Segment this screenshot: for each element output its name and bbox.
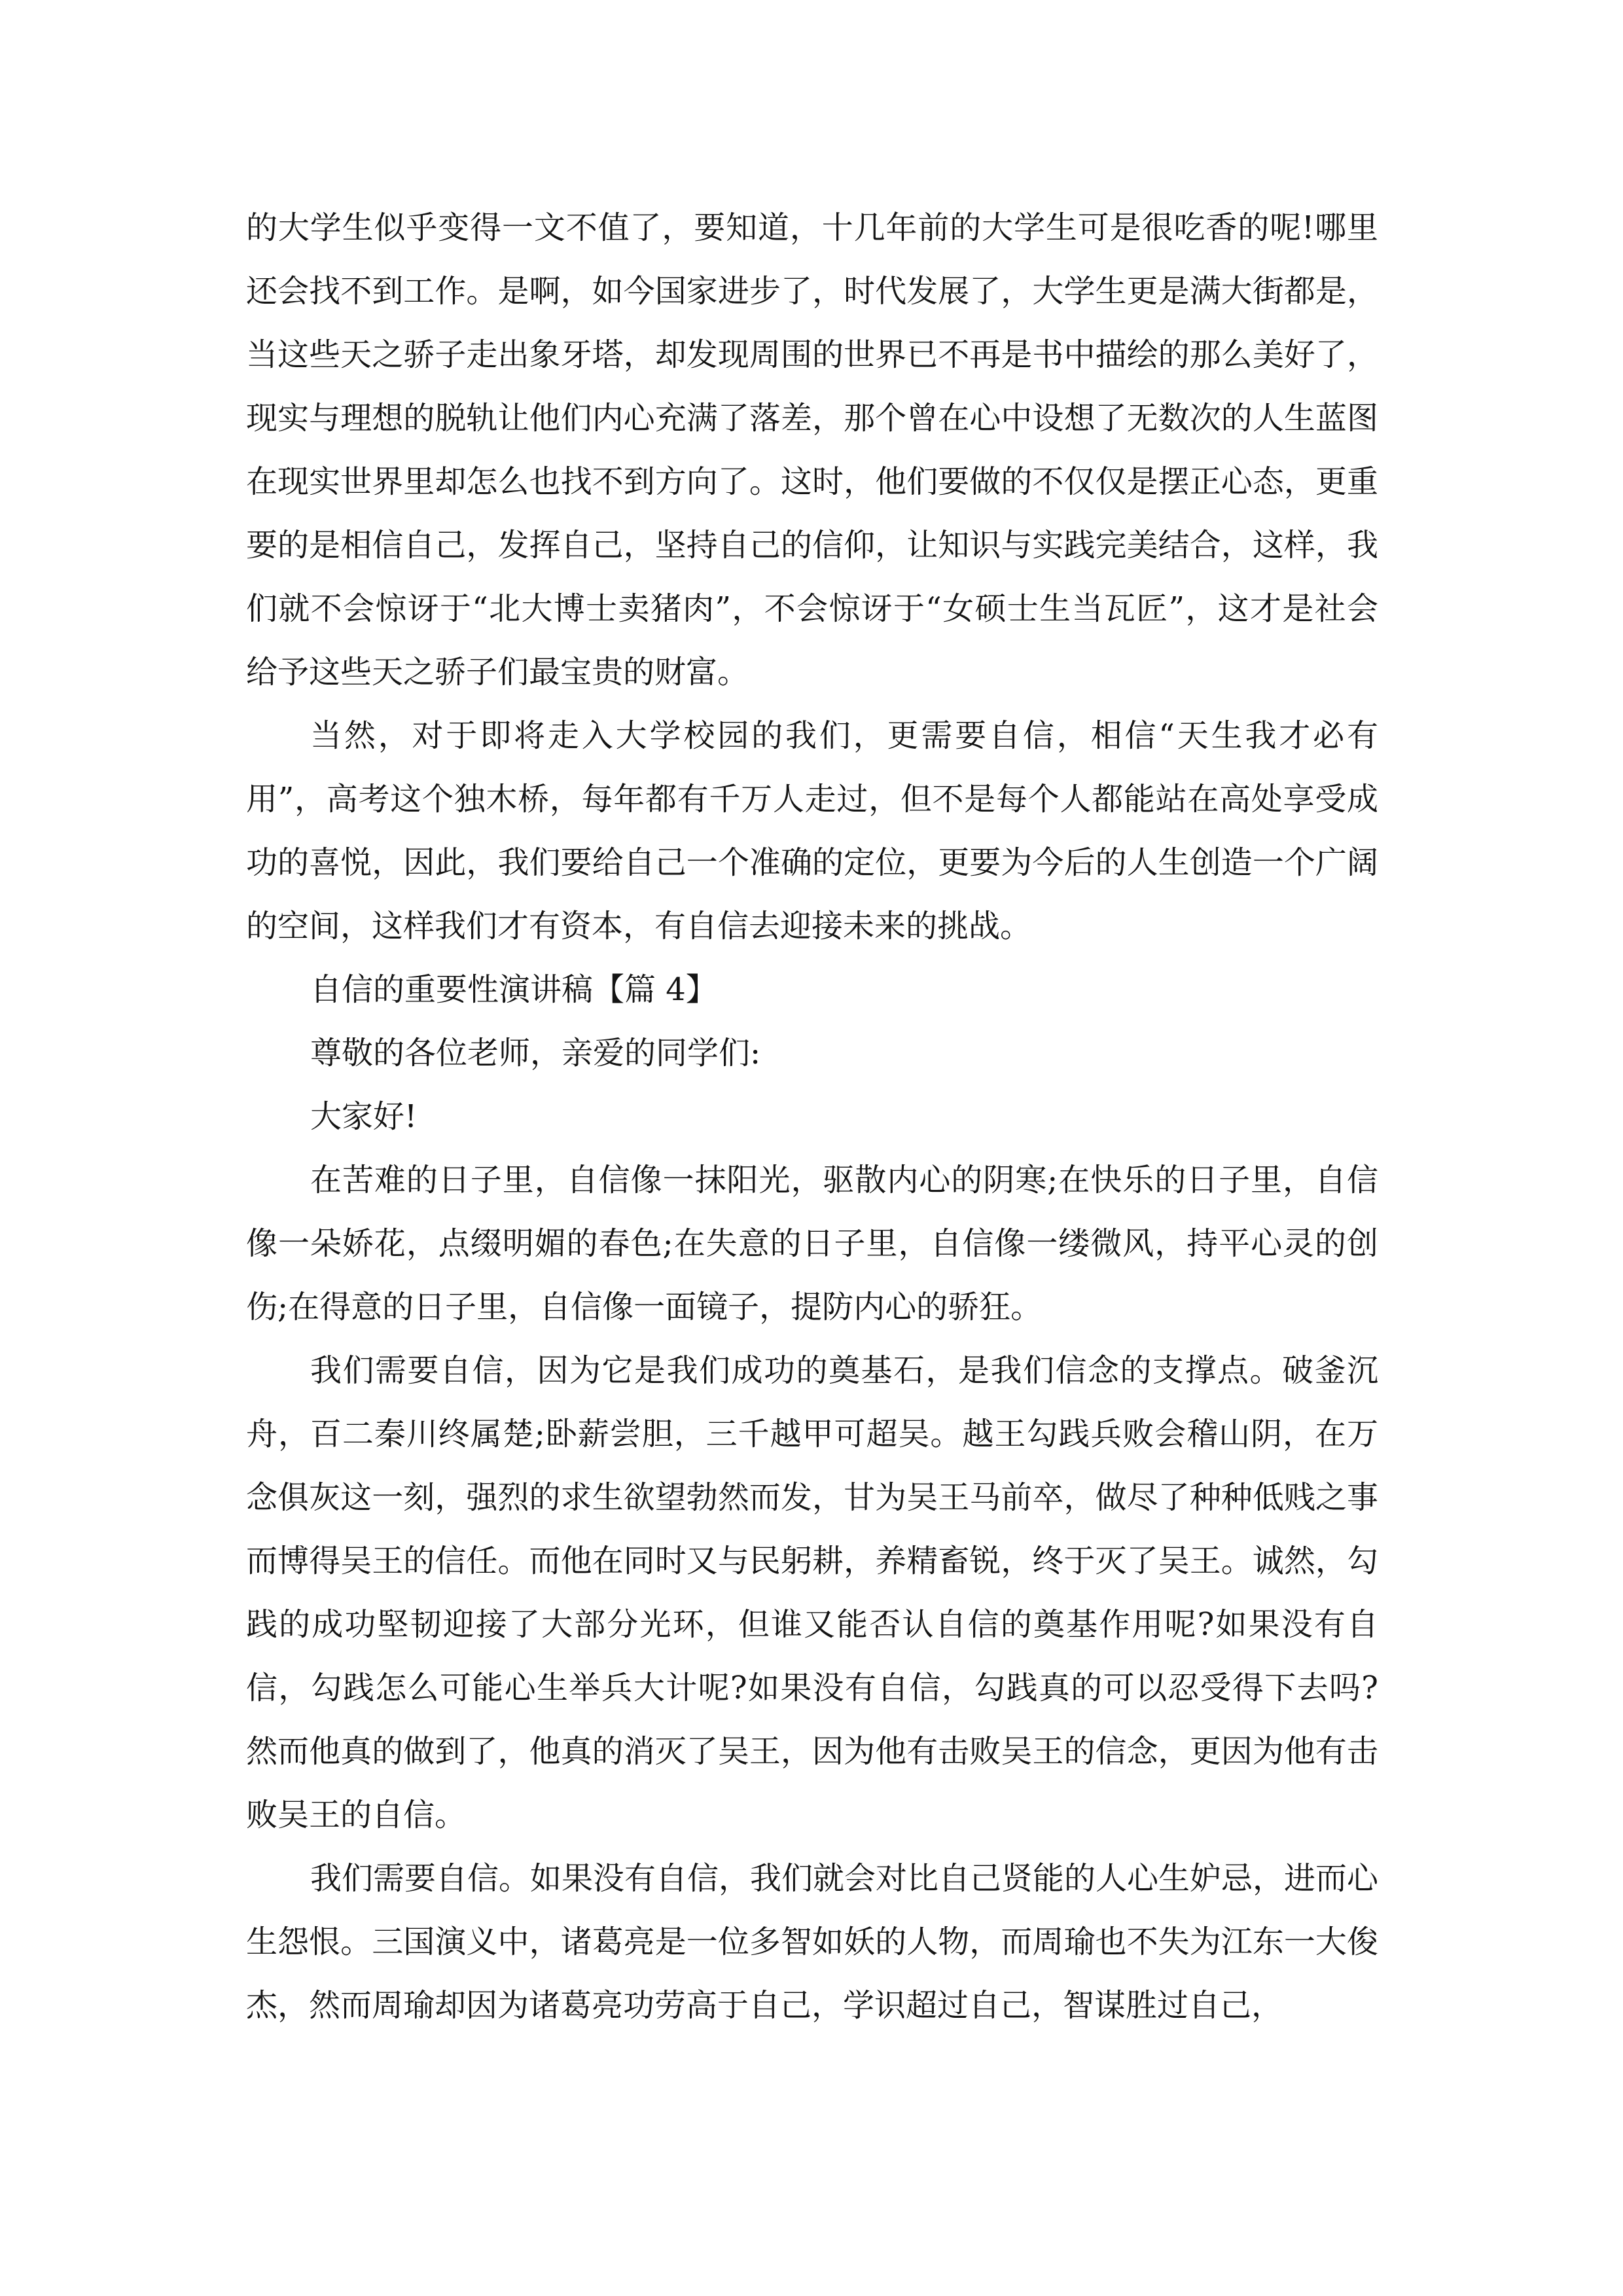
paragraph: 我们需要自信。如果没有自信，我们就会对比自己贤能的人心生妒忌，进而心生怨恨。三国演义中，诸葛亮是一位多智如妖的人物，而周瑜也不失为江东一大俊杰，然而周瑜却因为诸葛亮功劳高于自己，学识超过自己，智谋胜过自己， [246,1860,1379,2024]
salutation: 尊敬的各位老师，亲爱的同学们: [310,1035,761,1071]
paragraph: 的大学生似乎变得一文不值了，要知道，十几年前的大学生可是很吃香的呢!哪里还会找不到工作。是啊，如今国家进步了，时代发展了，大学生更是满大街都是，当这些天之骄子走出象牙塔，却发现周围的世界已不再是书中描绘的那么美好了，现实与理想的脱轨让他们内心充满了落差，那个曾在心中设想了无数次的人生蓝图在现实世界里却怎么也找不到方向了。这时，他们要做的不仅仅是摆正心态，更重要的是相信自己，发挥自己，坚持自己的信仰，让知识与实践完美结合，这样，我们就不会惊讶于“北大博士卖猪肉”，不会惊讶于“女硕士生当瓦匠”，这才是社会给予这些天之骄子们最宝贵的财富。 [246,209,1378,691]
body-text [246,196,1378,2037]
paragraph: 当然，对于即将走入大学校园的我们，更需要自信，相信“天生我才必有用”，高考这个独木桥，每年都有千万人走过，但不是每个人都能站在高处享受成功的喜悦，因此，我们要给自己一个准确的定位，更要为今后的人生创造一个广阔的空间，这样我们才有资本，有自信去迎接未来的挑战。 [246,717,1378,944]
section-heading: 自信的重要性演讲稿【篇 4】 [310,971,717,1008]
paragraph: 我们需要自信，因为它是我们成功的奠基石，是我们信念的支撑点。破釜沉舟，百二秦川终属楚;卧薪尝胆，三千越甲可超吴。越王勾践兵败会稽山阴，在万念俱灰这一刻，强烈的求生欲望勃然而发，甘为吴王马前卒，做尽了种种低贱之事而博得吴王的信任。而他在同时又与民躬耕，养精畜锐，终于灭了吴王。诚然，勾践的成功堅韧迎接了大部分光环，但谁又能否认自信的奠基作用呢?如果没有自信，勾践怎么可能心生举兵大计呢?如果没有自信，勾践真的可以忍受得下去吗?然而他真的做到了，他真的消灭了吴王，因为他有击败吴王的信念，更因为他有击败吴王的自信。 [246,1352,1378,1833]
greeting: 大家好! [310,1098,418,1135]
paragraph: 在苦难的日子里，自信像一抹阳光，驱散内心的阴寒;在快乐的日子里，自信像一朵娇花，点缀明媚的春色;在失意的日子里，自信像一缕微风，持平心灵的创伤;在得意的日子里，自信像一面镜子，提防内心的骄狂。 [246,1162,1378,1325]
